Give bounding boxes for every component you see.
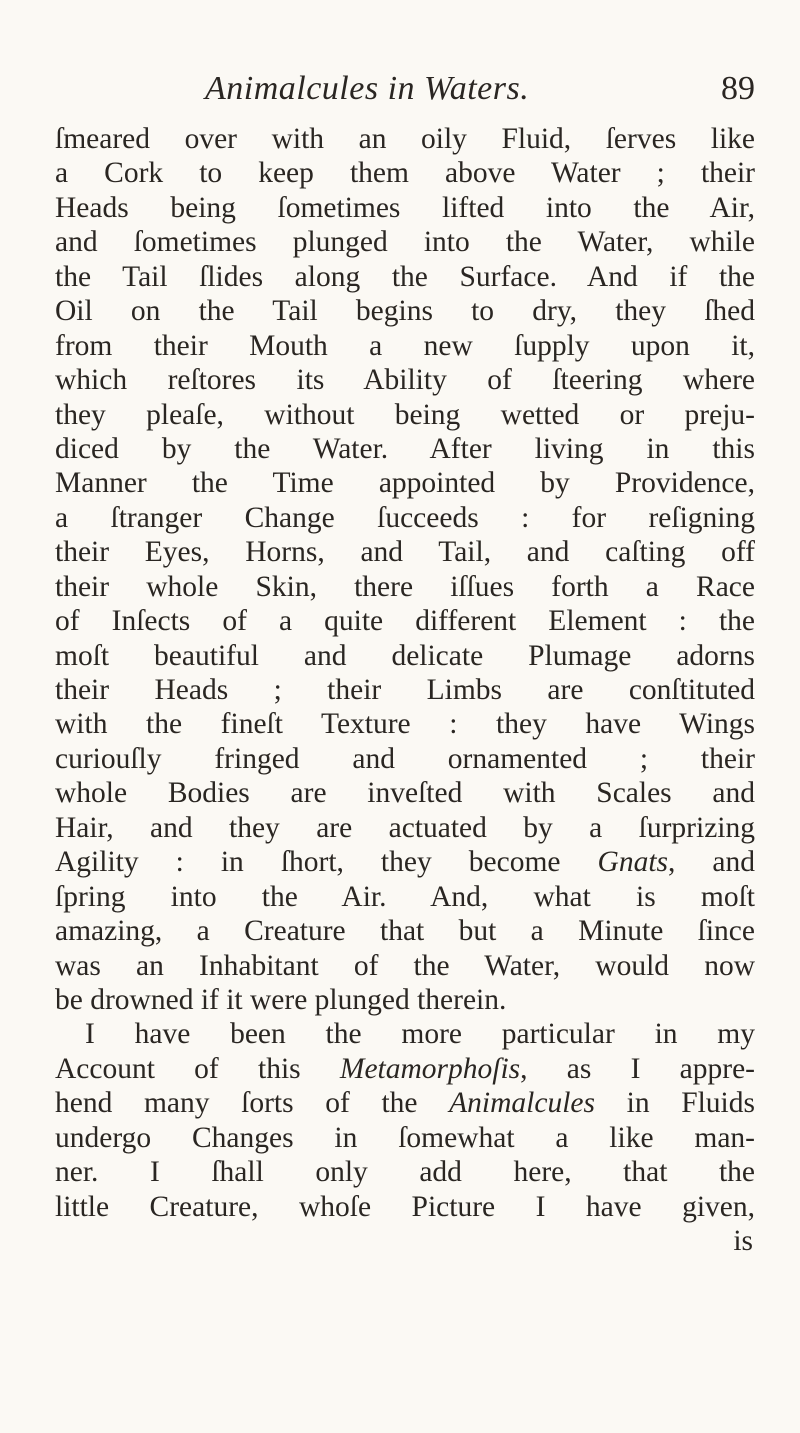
text-line: their Heads ; their Limbs are conſtituted: [55, 674, 755, 706]
text-line: amazing, a Creature that but a Minute ſince: [55, 915, 755, 948]
text-line: with the fineſt Texture : they have Wings: [55, 708, 755, 741]
text-line: diced by the Water. After living in this: [55, 432, 755, 465]
text-line: a ſtranger Change ſucceeds : for reſigning: [55, 501, 755, 534]
text-line: Hair, and they are actuated by a ſurprizing: [55, 811, 755, 844]
text-line: Account of this Metamorphoſis, as I appre-: [55, 1052, 755, 1085]
text-line: be drowned if it were plunged therein.: [55, 983, 507, 1016]
text-line: of Inſects of a quite different Element : the: [55, 605, 755, 638]
running-head: [55, 70, 755, 120]
text-line: little Creature, whoſe Picture I have given,: [55, 1190, 755, 1223]
text-line: from their Mouth a new ſupply upon it,: [55, 329, 755, 362]
text-line: Agility : in ſhort, they become Gnats, and: [55, 846, 755, 879]
text-line: ſpring into the Air. And, what is moſt: [55, 880, 755, 913]
text-line: whole Bodies are inveſted with Scales and: [55, 777, 755, 810]
italic-term: Animalcules: [449, 1087, 595, 1120]
text-line: and ſometimes plunged into the Water, while: [55, 226, 755, 259]
text-line: their Eyes, Horns, and Tail, and caſting off: [55, 536, 755, 569]
italic-term: Gnats: [597, 846, 668, 879]
text-line: their whole Skin, there iſſues forth a Race: [55, 570, 755, 603]
text-line: Manner the Time appointed by Providence,: [55, 467, 755, 500]
text-line: moſt beautiful and delicate Plumage adorns: [55, 639, 755, 672]
page-number: 89: [721, 70, 755, 107]
body-text: [55, 122, 755, 1258]
text-line: was an Inhabitant of the Water, would now: [55, 949, 755, 982]
text-line: ner. I ſhall only add here, that the: [55, 1156, 755, 1189]
catchword: is: [733, 1225, 753, 1257]
text-line: which reſtores its Ability of ſteering where: [55, 364, 755, 397]
text-line: I have been the more particular in my: [85, 1018, 755, 1051]
text-line: ſmeared over with an oily Fluid, ſerves like: [55, 123, 755, 155]
text-line: the Tail ſlides along the Surface. And if the: [55, 260, 755, 293]
text-line: hend many ſorts of the Animalcules in Fluids: [55, 1087, 755, 1120]
text-line: curiouſly fringed and ornamented ; their: [55, 742, 755, 775]
text-line: they pleaſe, without being wetted or preju-: [55, 398, 755, 431]
text-line: Heads being ſometimes lifted into the Air,: [55, 191, 755, 224]
text-line: undergo Changes in ſomewhat a like man-: [55, 1121, 755, 1154]
running-head-title: Animalcules in Waters.: [205, 70, 530, 107]
text-line: a Cork to keep them above Water ; their: [55, 157, 755, 190]
text-line: Oil on the Tail begins to dry, they ſhed: [55, 295, 755, 328]
italic-term: Metamorphoſis: [339, 1052, 521, 1085]
